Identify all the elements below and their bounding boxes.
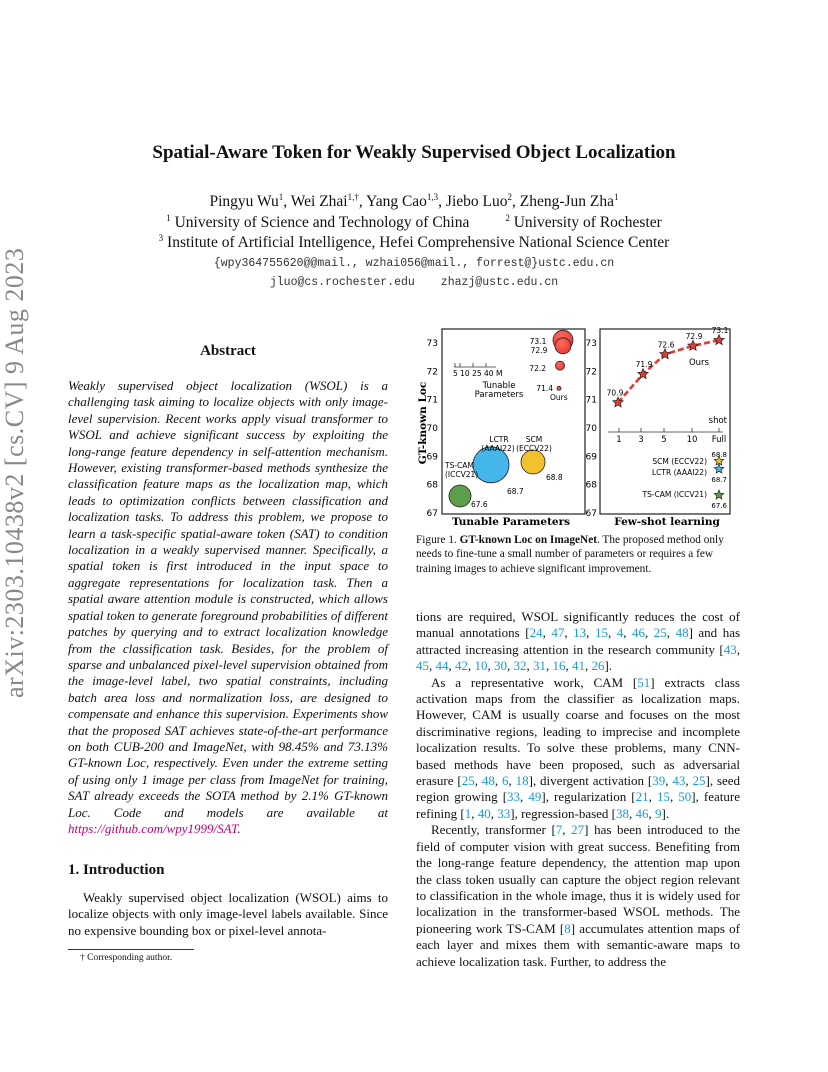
bubble-ours: [557, 386, 561, 390]
paragraph: [416, 822, 740, 970]
citation[interactable]: 50: [678, 789, 692, 805]
text-run: ,: [562, 822, 572, 838]
point-label: 72.9: [685, 331, 703, 341]
point-label: TS-CAM: [445, 461, 474, 470]
author-name: Yang Cao: [366, 193, 427, 210]
section-heading-introduction: 1. Introduction: [68, 862, 165, 878]
bubble-tscam: [449, 485, 471, 507]
tscam-star: [714, 490, 724, 499]
paragraph: [416, 675, 740, 823]
citation[interactable]: 46: [635, 805, 649, 821]
citation[interactable]: 32: [513, 658, 527, 674]
text-run: ,: [429, 658, 436, 674]
ours-star: [688, 340, 698, 350]
text-run: ,: [487, 658, 494, 674]
citation[interactable]: 25: [653, 625, 667, 641]
citation[interactable]: 16: [552, 658, 566, 674]
citation[interactable]: 47: [551, 625, 565, 641]
citation[interactable]: 43: [723, 641, 737, 657]
size-legend-ticks: 5 10 25 40 M: [453, 369, 503, 378]
value-label: 68.8: [711, 451, 727, 459]
value-label: 68.7: [507, 487, 524, 496]
citation[interactable]: 49: [528, 789, 542, 805]
author-list: Pingyu Wu$^1$, Wei Zhai$^{1,\dagger}$, Yang Cao$^{1,3}$, Jiebo Luo$^2$, Zheng-Jun Zha$^1$: [209, 191, 619, 210]
author-name: Zheng-Jun Zha: [519, 193, 614, 210]
citation[interactable]: 25: [461, 773, 475, 789]
y-tick-label: 71: [585, 395, 597, 406]
text-run: ] accumulates attention maps of each layer and mixes them with semantic-aware maps to achieve localization task. Further, to address the: [416, 920, 740, 969]
y-tick-label: 67: [426, 509, 438, 519]
author-name: Wei Zhai: [290, 193, 348, 210]
citation[interactable]: 21: [635, 789, 649, 805]
ours-star: [714, 335, 724, 345]
author-name: Jiebo Luo: [445, 193, 508, 210]
citation[interactable]: 30: [494, 658, 507, 674]
text-run: ,: [494, 773, 502, 789]
citation[interactable]: 6: [501, 773, 509, 789]
point-label: 70.9: [606, 388, 624, 398]
lctr-star: [714, 464, 724, 473]
citation[interactable]: 1: [464, 805, 472, 821]
baseline-label: LCTR (AAAI22): [651, 468, 707, 477]
text-run: ] extracts class activation maps from the classifier as localization maps. However, CAM is usually coarse and focuses on the most discriminative regions, leading to imprecise and incomplete localization results. To solve these problems, many CNN-based methods have been proposed, such as adversarial erasure [: [416, 674, 740, 789]
text-run: ], regularization [: [541, 789, 636, 805]
bubble-ours: [555, 338, 571, 354]
citation[interactable]: 25: [692, 773, 706, 789]
y-axis-label: GT-known Loc: [417, 381, 429, 465]
text-run: Recently, transformer [: [431, 822, 556, 838]
shot-tick-label: 10: [686, 435, 698, 445]
citation[interactable]: 43: [672, 773, 686, 789]
citation[interactable]: 51: [637, 674, 651, 690]
caption-bold: GT-known Loc on ImageNet: [459, 534, 597, 546]
author-sup: 1: [614, 191, 619, 202]
shot-tick-label: 5: [661, 435, 667, 445]
citation[interactable]: 33: [497, 805, 511, 821]
text-run: ,: [623, 625, 632, 641]
author-sup: 1,3: [426, 191, 439, 202]
citation[interactable]: 41: [572, 658, 585, 674]
aff-sup: 3: [158, 232, 164, 243]
text-run: ,: [607, 625, 617, 641]
text-run: ] has been introduced to the field of computer vision with great success. Benefiting from the long-range feature dependency, the attention map upon the class token usually can capture the object region relevant to classification in the whole image, thus it is widely used for localization in the transformer-based WSOL methods. The pioneering work TS-CAM [: [416, 822, 740, 936]
text-run: ,: [542, 625, 552, 641]
citation[interactable]: 15: [656, 789, 670, 805]
affiliation: Institute of Artificial Intelligence, Hefei Comprehensive National Science Center: [167, 234, 670, 251]
text-run: ,: [468, 658, 475, 674]
point-label: 72.6: [657, 340, 675, 350]
citation[interactable]: 44: [435, 658, 449, 674]
author-sup: 2: [507, 191, 512, 202]
citation[interactable]: 18: [515, 773, 529, 789]
y-tick-label: 68: [426, 480, 438, 491]
right-panel-title: Few-shot learning: [614, 516, 720, 528]
shot-axis: [608, 416, 728, 445]
text-run: ,: [448, 658, 455, 674]
y-tick-label: 72: [585, 367, 597, 378]
intro-paragraph: [68, 890, 388, 939]
text-run: ,: [585, 658, 592, 674]
author-name: Pingyu Wu: [209, 193, 279, 210]
abstract-body: [68, 378, 388, 837]
baseline-label: TS-CAM (ICCV21): [642, 490, 707, 499]
left-panel-title: Tunable Parameters: [451, 516, 571, 528]
value-label: 67.6: [711, 502, 727, 510]
email: jluo@cs.rochester.edu: [269, 276, 415, 289]
point-label: (AAAI22): [481, 444, 515, 453]
citation[interactable]: 4: [616, 625, 624, 641]
text-run: ,: [474, 773, 482, 789]
point-label: 73.1: [529, 337, 547, 346]
y-tick-label: 69: [426, 452, 438, 463]
bubble-scm: [521, 450, 545, 474]
text-run: ] and has attracted increasing attention in the research community [: [416, 625, 741, 657]
citation[interactable]: 27: [571, 822, 585, 838]
ours-star: [638, 369, 648, 379]
arxiv-stamp: arXiv:2303.10438v2 [cs.CV] 9 Aug 2023: [0, 247, 29, 698]
citation[interactable]: 48: [675, 625, 689, 641]
size-legend-label: Tunable: [482, 381, 516, 391]
citation[interactable]: 39: [652, 773, 666, 789]
point-label: (ICCV21): [445, 470, 479, 479]
text-run: ,: [669, 789, 679, 805]
figure-caption: [416, 533, 740, 576]
point-label: LCTR: [489, 435, 509, 444]
shot-label: shot: [708, 416, 727, 426]
author-sup: 1,†: [347, 191, 359, 202]
citation[interactable]: 8: [564, 920, 571, 936]
y-tick-label: 71: [426, 395, 438, 406]
y-tick-label: 68: [585, 480, 597, 491]
size-legend: [453, 363, 524, 400]
y-tick-label: 70: [585, 424, 597, 434]
shot-tick-label: Full: [711, 435, 727, 445]
text-run: ,: [666, 625, 676, 641]
text-run: ,: [586, 625, 595, 641]
aff-sup: 1: [166, 212, 171, 223]
text-run: ,: [508, 773, 516, 789]
text-run: ].: [604, 658, 613, 674]
size-legend-label: Parameters: [474, 390, 524, 400]
point-label: 72.2: [529, 364, 546, 373]
y-tick-label: 69: [585, 452, 597, 463]
citation[interactable]: 46: [632, 625, 645, 641]
affiliation: University of Science and Technology of China: [174, 214, 470, 231]
point-label: (ECCV22): [516, 444, 552, 453]
series-label-ours: Ours: [688, 358, 709, 368]
text-run: ].: [661, 805, 670, 821]
footnote: † Corresponding author.: [80, 953, 173, 963]
footnote-rule: [68, 949, 194, 950]
intro-text: Weakly supervised object localization (WSOL) aims to localize objects with only image-level labels available. Since no expensive bounding box or pixel-level annota-: [68, 890, 388, 938]
affiliation: University of Rochester: [513, 214, 662, 231]
value-label: 68.8: [546, 473, 563, 482]
text-run: ,: [685, 773, 693, 789]
text-run: ,: [648, 789, 657, 805]
citation[interactable]: 9: [655, 805, 662, 821]
email-line-1: {wpy364755620@@mail., wzhai056@mail., forrest@}ustc.edu.cn: [213, 257, 615, 270]
y-tick-label: 73: [426, 339, 438, 349]
y-tick-label: 67: [585, 509, 597, 519]
citation[interactable]: 10: [474, 658, 488, 674]
affiliation-line-1: [0, 214, 828, 232]
shot-tick-label: 3: [638, 435, 644, 445]
text-run: ,: [507, 658, 514, 674]
citation[interactable]: 26: [591, 658, 605, 674]
citation[interactable]: 40: [477, 805, 491, 821]
ours-line: [618, 340, 719, 402]
text-run: tions are required, WSOL significantly reduces the cost of manual annotations [: [416, 609, 740, 641]
text-run: ], regression-based [: [510, 805, 616, 821]
baseline-label: SCM (ECCV22): [652, 457, 707, 466]
shot-tick-label: 1: [616, 435, 622, 445]
citation[interactable]: 38: [616, 805, 629, 821]
citation[interactable]: 24: [529, 625, 543, 641]
y-tick-label: 70: [426, 424, 438, 434]
point-label: 73.1: [711, 326, 729, 336]
caption-text: . The proposed method only needs to fine-tune a small number of parameters or requires a few training images to achieve significant improvement.: [416, 534, 724, 575]
text-run: ,: [665, 773, 673, 789]
point-label: SCM: [525, 435, 543, 444]
right-column-body: [416, 609, 740, 970]
email-line-2: [0, 276, 828, 289]
author-sup: 1: [278, 191, 284, 202]
text-run: ,: [645, 625, 654, 641]
text-run: ], divergent activation [: [528, 773, 653, 789]
citation[interactable]: 45: [416, 658, 429, 674]
text-run: ,: [736, 641, 740, 657]
citation[interactable]: 31: [533, 658, 546, 674]
citation[interactable]: 48: [481, 773, 495, 789]
point-label: 71.9: [635, 360, 653, 370]
text-run: ,: [546, 658, 553, 674]
affiliation-line-2: [0, 234, 828, 252]
abstract-heading: Abstract: [200, 343, 256, 359]
paper-title: Spatial-Aware Token for Weakly Supervised Object Localization: [152, 142, 676, 163]
abstract-end: .: [237, 820, 241, 836]
abstract-text: Weakly supervised object localization (WSOL) is a challenging task aiming to localize objects with only image-level supervision. Recent works apply visual transformer to WSOL and achieve significant success by exploiting the long-range feature dependency in self-attention mechanism. However, existing transformer-based methods synthesize the classification feature maps as the localization map, which leads to optimization conflicts between classification and localization tasks. To address this problem, we propose to learn a task-specific spatial-aware token (SAT) to condition localization in a weakly supervised manner. Specifically, a spatial token is first introduced in the input space to aggregate representations for localization task. Then a spatial aware attention module is constructed, which allows spatial token to generate foreground probabilities of different patches by querying and to extract localization knowledge from the classification task. Besides, for the problem of sparse and unbalanced pixel-level supervision obtained from the image-level label, two spatial constraints, including batch area loss and normalization loss, are designed to compensate and enhance this supervision. Experiments show that the proposed SAT achieves state-of-the-art performance on both CUB-200 and ImageNet, with 98.45% and 73.13% GT-known Loc, respectively. Even under the extreme setting of using only 1 image per class from ImageNet for training, SAT already exceeds the SOTA method by 2.1% GT-known Loc. Code and models are available at: [68, 378, 388, 820]
y-tick-label: 72: [426, 367, 438, 378]
figure-1: [413, 325, 743, 530]
point-label: 71.4: [536, 384, 553, 393]
point-label: 72.9: [530, 346, 548, 355]
citation[interactable]: 42: [455, 658, 468, 674]
citation[interactable]: 13: [573, 625, 587, 641]
citation[interactable]: 7: [555, 822, 563, 838]
value-label: 67.6: [471, 500, 488, 509]
y-tick-label: 73: [585, 339, 597, 349]
citation[interactable]: 15: [594, 625, 608, 641]
point-label: Ours: [550, 393, 568, 402]
text-run: ,: [564, 625, 574, 641]
text-run: ], seed region growing [: [416, 773, 741, 805]
value-label: 68.7: [711, 476, 727, 484]
text-run: ,: [629, 805, 636, 821]
text-run: ,: [490, 805, 498, 821]
ours-star: [660, 349, 670, 359]
paragraph: [416, 609, 740, 675]
text-run: As a representative work, CAM [: [431, 674, 638, 690]
text-run: ,: [648, 805, 655, 821]
text-run: ], feature refining [: [416, 789, 741, 821]
text-run: ,: [520, 789, 529, 805]
code-link[interactable]: https://github.com/wpy1999/SAT: [68, 820, 238, 836]
text-run: ,: [565, 658, 572, 674]
caption-label: Figure 1.: [416, 534, 457, 546]
email: zhazj@ustc.edu.cn: [440, 276, 559, 289]
text-run: ,: [526, 658, 533, 674]
text-run: ,: [471, 805, 478, 821]
bubble-ours: [556, 361, 565, 370]
citation[interactable]: 33: [507, 789, 521, 805]
aff-sup: 2: [505, 212, 510, 223]
